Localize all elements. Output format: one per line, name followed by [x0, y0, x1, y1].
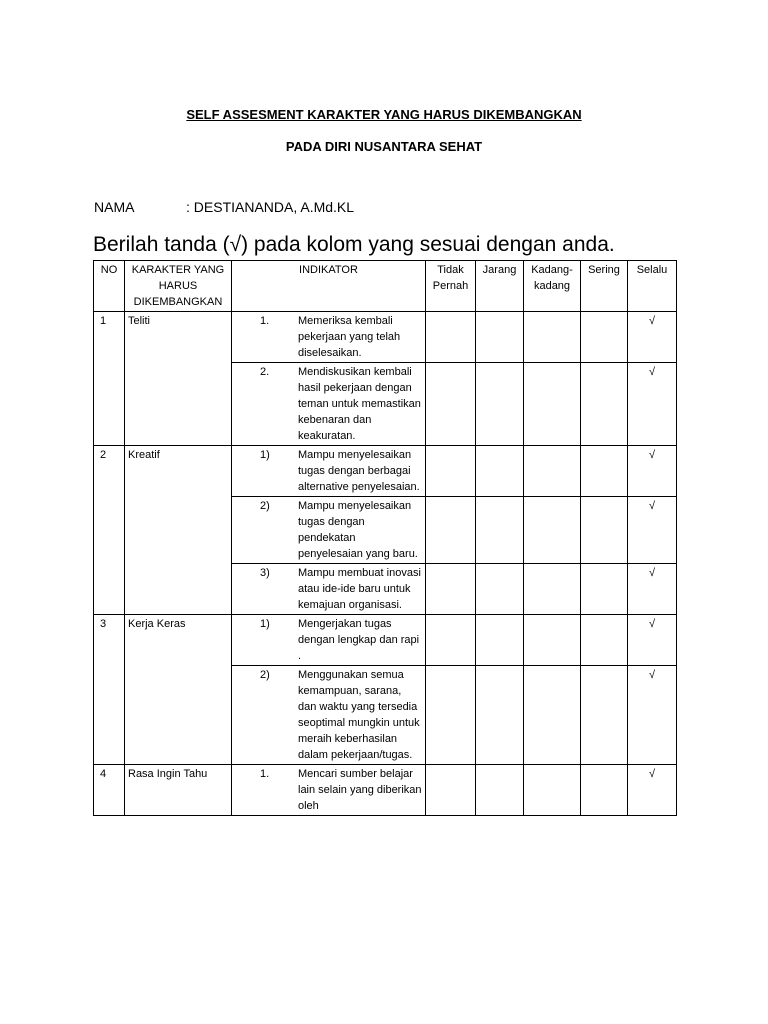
- cell-jarang[interactable]: [476, 666, 524, 765]
- cell-jarang[interactable]: [476, 564, 524, 615]
- assessment-table: [93, 260, 677, 816]
- row-karakter: Kreatif: [125, 446, 232, 615]
- cell-tidak-pernah[interactable]: [426, 666, 476, 765]
- cell-selalu-check[interactable]: √: [628, 666, 677, 765]
- cell-kadang-kadang[interactable]: [524, 564, 581, 615]
- row-no: 2: [94, 446, 125, 615]
- indicator-number: 2): [260, 669, 270, 681]
- cell-selalu-check[interactable]: √: [628, 363, 677, 446]
- table-row: [94, 615, 677, 666]
- row-karakter: Teliti: [125, 312, 232, 446]
- indicator-cell: [232, 564, 426, 615]
- table-row: [94, 446, 677, 497]
- cell-tidak-pernah[interactable]: [426, 564, 476, 615]
- cell-sering[interactable]: [581, 497, 628, 564]
- cell-selalu-check[interactable]: √: [628, 446, 677, 497]
- cell-tidak-pernah[interactable]: [426, 312, 476, 363]
- indicator-text: Mampu membuat inovasi atau ide-ide baru untuk kemajuan organisasi.: [298, 567, 421, 611]
- row-karakter: Rasa Ingin Tahu: [125, 765, 232, 816]
- cell-jarang[interactable]: [476, 615, 524, 666]
- indicator-text: Mengerjakan tugas dengan lengkap dan rapi .: [298, 618, 420, 662]
- cell-sering[interactable]: [581, 765, 628, 816]
- col-header-selalu: Selalu: [628, 261, 677, 312]
- indicator-text: Menggunakan semua kemampuan, sarana, dan waktu yang tersedia seoptimal mungkin untuk meraih keberhasilan dalam pekerjaan/tugas.: [298, 669, 420, 761]
- indicator-text: Memeriksa kembali pekerjaan yang telah diselesaikan.: [298, 315, 401, 359]
- col-header-kadang-kadang: Kadang-kadang: [524, 261, 581, 312]
- indicator-cell: [232, 666, 426, 765]
- cell-kadang-kadang[interactable]: [524, 666, 581, 765]
- col-header-jarang: Jarang: [476, 261, 524, 312]
- cell-selalu-check[interactable]: √: [628, 615, 677, 666]
- cell-kadang-kadang[interactable]: [524, 615, 581, 666]
- cell-tidak-pernah[interactable]: [426, 446, 476, 497]
- indicator-cell: [232, 765, 426, 816]
- indicator-number: 2.: [260, 366, 270, 378]
- cell-selalu-check[interactable]: √: [628, 765, 677, 816]
- cell-sering[interactable]: [581, 312, 628, 363]
- indicator-number: 1.: [260, 768, 270, 780]
- cell-sering[interactable]: [581, 615, 628, 666]
- cell-tidak-pernah[interactable]: [426, 497, 476, 564]
- indicator-cell: [232, 446, 426, 497]
- cell-kadang-kadang[interactable]: [524, 363, 581, 446]
- row-no: 1: [94, 312, 125, 446]
- indicator-cell: [232, 363, 426, 446]
- indicator-number: 1): [260, 449, 270, 461]
- instruction-text: Berilah tanda (√) pada kolom yang sesuai dengan anda.: [93, 233, 615, 256]
- indicator-text: Mampu menyelesaikan tugas dengan pendekatan penyelesaian yang baru.: [298, 500, 418, 560]
- cell-tidak-pernah[interactable]: [426, 765, 476, 816]
- cell-sering[interactable]: [581, 363, 628, 446]
- table-row: [94, 312, 677, 363]
- cell-jarang[interactable]: [476, 446, 524, 497]
- col-header-karakter: KARAKTER YANG HARUS DIKEMBANGKAN: [125, 261, 232, 312]
- cell-jarang[interactable]: [476, 363, 524, 446]
- table-row: [94, 765, 677, 816]
- col-header-indikator: INDIKATOR: [232, 261, 426, 312]
- cell-kadang-kadang[interactable]: [524, 765, 581, 816]
- row-no: 3: [94, 615, 125, 765]
- nama-value: : DESTIANANDA, A.Md.KL: [186, 199, 355, 215]
- indicator-number: 3): [260, 567, 270, 579]
- document-title: SELF ASSESMENT KARAKTER YANG HARUS DIKEMBANGKAN: [186, 107, 582, 122]
- cell-selalu-check[interactable]: √: [628, 564, 677, 615]
- col-header-tidak-pernah: Tidak Pernah: [426, 261, 476, 312]
- nama-label: NAMA: [94, 199, 135, 215]
- document-subtitle: PADA DIRI NUSANTARA SEHAT: [285, 139, 483, 154]
- cell-sering[interactable]: [581, 564, 628, 615]
- indicator-text: Mendiskusikan kembali hasil pekerjaan dengan teman untuk memastikan kebenaran dan keakuratan.: [298, 366, 421, 442]
- indicator-text: Mencari sumber belajar lain selain yang diberikan oleh: [298, 768, 422, 812]
- indicator-number: 2): [260, 500, 270, 512]
- indicator-cell: [232, 615, 426, 666]
- cell-jarang[interactable]: [476, 765, 524, 816]
- cell-kadang-kadang[interactable]: [524, 497, 581, 564]
- cell-selalu-check[interactable]: √: [628, 312, 677, 363]
- row-karakter: Kerja Keras: [125, 615, 232, 765]
- cell-tidak-pernah[interactable]: [426, 615, 476, 666]
- cell-sering[interactable]: [581, 446, 628, 497]
- indicator-text: Mampu menyelesaikan tugas dengan berbagai alternative penyelesaian.: [298, 449, 420, 493]
- table-header-row: [94, 261, 677, 312]
- indicator-cell: [232, 312, 426, 363]
- cell-kadang-kadang[interactable]: [524, 312, 581, 363]
- cell-sering[interactable]: [581, 666, 628, 765]
- cell-kadang-kadang[interactable]: [524, 446, 581, 497]
- row-no: 4: [94, 765, 125, 816]
- cell-jarang[interactable]: [476, 497, 524, 564]
- indicator-cell: [232, 497, 426, 564]
- nama-row: [94, 199, 354, 215]
- col-header-no: NO: [94, 261, 125, 312]
- col-header-sering: Sering: [581, 261, 628, 312]
- cell-tidak-pernah[interactable]: [426, 363, 476, 446]
- indicator-number: 1): [260, 618, 270, 630]
- indicator-number: 1.: [260, 315, 270, 327]
- cell-selalu-check[interactable]: √: [628, 497, 677, 564]
- cell-jarang[interactable]: [476, 312, 524, 363]
